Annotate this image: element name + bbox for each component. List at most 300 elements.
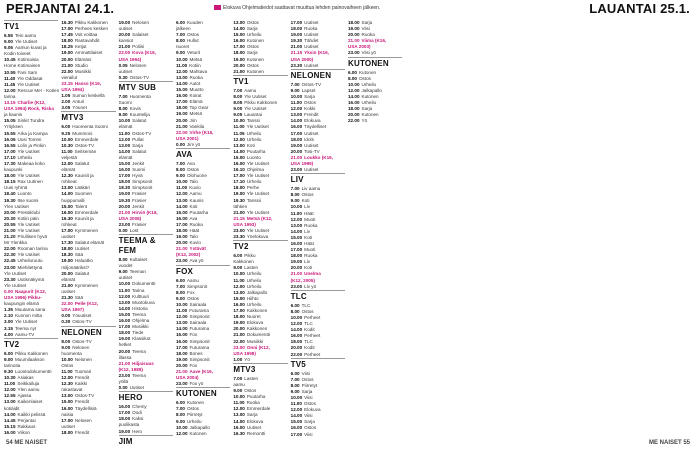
program-title: Asiakas <box>17 375 34 381</box>
program-title: Rescue Me! - Kotien <box>17 87 60 93</box>
program-time: 12.00 <box>233 283 245 289</box>
program-title: Urheilu <box>246 283 262 289</box>
program-title: Urheilu <box>17 154 33 160</box>
program-time: 9.00 <box>118 112 128 118</box>
program-title: Yle Uutiset <box>4 282 27 288</box>
program-time: 19.00 <box>290 142 303 148</box>
program-time: 14.00 <box>290 228 303 234</box>
program-time: 20.00 <box>61 270 73 276</box>
program-title: uutiset <box>61 288 75 294</box>
program-title: Makeaa koko <box>17 160 45 166</box>
program-time: 11.00 <box>176 62 188 68</box>
program-title: Kultaiset <box>129 257 148 263</box>
program-time: 17.00 <box>176 99 188 105</box>
program-time: 20.00 <box>348 32 360 38</box>
program-time: 14.00 <box>118 148 131 154</box>
program-title: Ostos-TV <box>129 74 150 80</box>
program-time: 21.00 <box>233 68 245 74</box>
program-time: 14.00 <box>176 326 188 332</box>
program-time: 8.05 <box>233 100 243 106</box>
program-title: Kodin toiveet <box>4 51 31 57</box>
program-title: Koti <box>301 198 310 204</box>
program-time: 15.00 <box>176 87 188 93</box>
program-title: Talent <box>74 203 88 209</box>
program-title: Kutonen <box>361 112 379 118</box>
program-time: 2.00 <box>61 99 71 105</box>
program-time: 10.00 <box>290 314 303 320</box>
program-title: Yle Uutiset <box>246 191 270 197</box>
program-title: Nelonen <box>72 344 90 350</box>
program-time: 7.00 <box>118 93 128 99</box>
program-title: Salatut elämät <box>74 240 105 246</box>
channel-heading: AVA <box>176 148 230 160</box>
program-title: Muutama sana <box>14 307 46 313</box>
program-title: Puutarha <box>246 148 266 154</box>
program-title: Ohjelma <box>246 167 264 173</box>
program-title: Frendit <box>74 375 90 381</box>
program-time: 6.55 <box>4 33 13 38</box>
program-time: 17.00 <box>176 221 188 227</box>
program-time: 17.00 <box>290 130 303 136</box>
program-time: 23.00 <box>176 258 188 264</box>
program-title: Elämäni <box>74 56 92 62</box>
program-time: 19.00 <box>176 111 188 117</box>
program-title: Kymmenen <box>74 228 99 233</box>
program-title: Ostos <box>246 62 259 68</box>
program-title: Kutonen <box>361 93 379 99</box>
program-title: Metsä <box>189 56 203 62</box>
program-time: 19.30 <box>233 197 245 203</box>
program-title: Uutiset <box>74 246 90 252</box>
program-title: Ava <box>186 160 195 166</box>
program-time: 9.05 <box>233 112 243 118</box>
program-listing <box>348 118 402 124</box>
program-time: 15.00 <box>176 209 188 215</box>
program-title: Kotimaisia <box>17 57 39 63</box>
program-title: Aamu <box>186 277 199 283</box>
program-title: Viisi yö <box>361 50 376 56</box>
program-time: 12.00 <box>290 321 303 327</box>
program-time: 12.00 <box>118 293 131 299</box>
program-title: USA 2008) <box>118 215 142 221</box>
channel-heading: TV5 <box>291 358 345 370</box>
program-time: 21.00 <box>176 246 188 252</box>
program-title: Musiikki <box>74 68 92 74</box>
program-title: Kauniit ja <box>74 173 94 179</box>
program-title: Charlie (K12, <box>17 100 46 106</box>
program-time: 19.30 <box>118 197 131 203</box>
program-title: Häät <box>303 210 314 216</box>
program-title: Viikon <box>17 429 30 435</box>
program-time: 20.00 <box>118 32 131 38</box>
program-title: Muumilaakson <box>14 356 45 362</box>
program-time: 18.00 <box>118 416 131 422</box>
program-title: Viisi <box>301 370 310 376</box>
program-time: 20.00 <box>290 345 303 351</box>
program-title: Urheilu <box>246 301 262 307</box>
program-title: Tiede <box>132 330 144 336</box>
program-title: Ruoka <box>246 400 260 406</box>
program-time: 7.00 <box>233 375 243 381</box>
program-title: TLC <box>301 302 311 308</box>
program-title: Uutisnäkymä <box>17 276 45 282</box>
program-time: 13.00 <box>61 393 73 399</box>
program-time: 19.00 <box>118 336 131 342</box>
program-time: 21.00 <box>176 123 188 129</box>
program-time: 19.00 <box>176 356 188 362</box>
program-title: Liv aamu <box>301 186 321 192</box>
program-title: Sarja <box>304 93 315 99</box>
program-time: 3.00 <box>4 319 13 325</box>
schedule-column <box>291 20 345 438</box>
program-time: 16.10 <box>233 167 245 173</box>
program-listing <box>176 431 230 437</box>
program-time: 21.00 <box>118 360 131 366</box>
program-title: Ostos <box>301 192 314 198</box>
program-title: USA 2003) <box>348 44 371 50</box>
program-time: 9.00 <box>290 198 300 204</box>
program-title: Pressiklubi <box>17 209 40 215</box>
legend-text: Elokuva Ohjelmatiedot saattavat muuttua lehden painovaiheen jälkeen. <box>223 5 381 11</box>
schedule-column <box>61 20 115 438</box>
program-time: 23.15 <box>61 80 73 86</box>
program-time: 15.00 <box>61 203 73 209</box>
program-time: 17.00 <box>118 324 131 330</box>
program-title: Frasier <box>132 197 147 203</box>
program-title: Unelma <box>304 271 321 277</box>
program-time: 17.45 <box>61 32 73 38</box>
program-title: Frendit <box>304 112 319 118</box>
program-time: 17.00 <box>290 20 303 25</box>
program-title: Yksin (K16, <box>304 50 329 56</box>
program-time: 13.00 <box>233 412 245 418</box>
program-title: Kutonen <box>358 69 377 75</box>
program-title: Lauantai <box>244 112 262 118</box>
program-title: Salatut <box>74 160 90 166</box>
program-title: Sinkit Tundra <box>17 118 45 124</box>
program-title: Pikku Kakkonen <box>14 350 48 356</box>
program-time: 20.00 <box>61 56 73 62</box>
program-time: 8.00 <box>176 289 185 295</box>
program-time: 12.00 <box>61 160 73 166</box>
program-listing <box>233 431 287 437</box>
program-time: 20.00 <box>4 209 16 215</box>
program-title: Ostos <box>303 401 316 407</box>
program-title: Nelonen <box>74 356 92 362</box>
program-title: Yöuutiset <box>72 313 92 319</box>
program-time: 10.00 <box>118 281 131 287</box>
program-time: 18.00 <box>61 246 73 252</box>
program-time: 20.00 <box>290 148 303 154</box>
program-time: 20.00 <box>290 265 303 271</box>
program-title: Mummoni <box>72 130 93 136</box>
program-time: 9.00 <box>176 295 185 301</box>
program-title: Teema <box>132 348 146 354</box>
program-time: 6.00 <box>290 370 300 376</box>
program-time: 18.00 <box>290 253 303 259</box>
program-title: Sumun keskellä <box>72 93 105 99</box>
program-time: 11.00 <box>61 368 73 374</box>
program-title: Ostos-TV <box>74 142 95 148</box>
channel-heading: KUTONEN <box>348 57 402 69</box>
program-time: 9.00 <box>176 50 185 56</box>
program-title: Aamu <box>244 87 257 93</box>
program-title: Ketjut <box>74 44 87 50</box>
program-time: 7.00 <box>290 81 300 87</box>
program-time: 1.05 <box>61 93 71 99</box>
program-title: Tosi-TV <box>304 148 320 154</box>
program-title: Liv <box>304 228 311 234</box>
program-time: 18.00 <box>290 339 303 345</box>
program-time: 12.00 <box>4 87 16 93</box>
program-title: Uutiset <box>304 62 319 68</box>
program-time: 8.00 <box>290 192 300 198</box>
program-title: Metsä (K12, <box>246 215 273 221</box>
program-time: 17.00 <box>118 410 131 416</box>
program-time: 11.00 <box>233 124 245 130</box>
program-title: Ylen Uutiset <box>4 203 29 209</box>
program-time: 13.00 <box>233 142 245 148</box>
program-title: Kakkonen <box>233 259 254 265</box>
program-title: Kaikki pelissä <box>17 411 46 417</box>
program-title: Yle Uutiset <box>244 106 267 112</box>
program-title: Perjantai <box>17 417 36 423</box>
program-title: Kokki <box>304 106 316 112</box>
program-title: Yle Uutiset <box>246 173 270 179</box>
program-title: Hasso (K16, <box>74 80 102 86</box>
program-title: Muotokuva <box>132 299 155 305</box>
program-title: Kuvio <box>189 185 201 191</box>
program-listing <box>4 430 58 436</box>
channel-heading: TV1 <box>233 75 287 87</box>
program-time: 7.00 <box>176 283 185 289</box>
program-time: 10.00 <box>118 118 131 124</box>
program-title: Pirullisen hyvä <box>17 234 48 240</box>
program-time: 11.00 <box>290 401 302 407</box>
program-title: Ruoka <box>304 26 318 32</box>
program-time: 15.55 <box>4 130 16 136</box>
left-page-number: 54 ME NAISET <box>6 440 48 446</box>
program-time: 11.00 <box>176 308 188 314</box>
program-title: Yle Uutiset <box>17 81 40 87</box>
program-title: kaupunki <box>4 167 23 173</box>
program-title: Musiikki <box>132 324 149 330</box>
program-time: 14.00 <box>290 327 303 333</box>
program-time: 8.00 <box>61 338 71 344</box>
program-title: Yö <box>244 356 250 362</box>
program-time: 11.00 <box>176 185 188 191</box>
program-time: 2.10 <box>4 313 13 319</box>
program-title: Elokuva <box>304 118 321 124</box>
program-time: 7.00 <box>290 186 300 192</box>
program-time: 9.30 <box>4 368 13 374</box>
program-time: 13.00 <box>233 20 245 25</box>
program-time: 17.00 <box>290 431 303 437</box>
program-title: Sää <box>74 252 84 258</box>
program-time: 13.00 <box>176 74 188 80</box>
program-title: Ostos <box>301 376 314 382</box>
program-time: 7.00 <box>176 32 185 38</box>
right-day-title: LAUANTAI 25.1. <box>589 1 690 16</box>
program-time: 23.00 <box>118 372 131 378</box>
program-time: 9.05 <box>4 45 13 51</box>
program-time: 16.00 <box>176 93 188 99</box>
program-title: Lasten <box>244 375 259 381</box>
program-time: 12.00 <box>176 191 188 197</box>
program-title: Futurama <box>189 308 209 314</box>
program-title: Naapurit (K12, <box>14 288 47 294</box>
program-title: ja kaunis <box>4 112 23 118</box>
program-title: Emmerdale <box>246 406 271 412</box>
program-title: Musiikki <box>246 338 264 344</box>
program-title: Ostos <box>358 75 371 81</box>
program-title: Itse suomi <box>17 197 39 203</box>
program-title: Koirat <box>189 93 202 99</box>
program-title: Ylen aamu <box>17 387 40 393</box>
program-time: 18.40 <box>4 191 16 197</box>
program-title: Olohuone <box>186 173 207 179</box>
program-time: 13.00 <box>176 197 188 203</box>
program-title: Sarja <box>246 412 258 418</box>
program-title: Rooman tarina <box>17 246 48 252</box>
program-time: 16.00 <box>290 333 303 339</box>
program-time: 20.55 <box>4 221 16 227</box>
program-title: Salatut <box>132 118 147 124</box>
program-title: Suomen <box>74 191 92 197</box>
program-time: 6.00 <box>61 124 71 130</box>
program-title: Ava <box>189 215 198 221</box>
program-title: Yle Uutiset <box>246 228 270 233</box>
program-title: Häät <box>189 228 200 233</box>
channel-heading: NELONEN <box>291 69 345 81</box>
program-title: Yle Uutiset <box>17 173 40 179</box>
program-time: 22.00 <box>61 68 73 74</box>
program-title: Ruoka <box>304 222 318 228</box>
program-time: 16.30 <box>233 430 245 436</box>
program-time: 10.00 <box>233 394 245 400</box>
program-title: kaupungin elämä <box>4 301 39 307</box>
program-title: Frasier <box>132 191 147 197</box>
program-time: 23.30 <box>4 276 16 282</box>
program-title: Loukko (K16, <box>304 154 333 160</box>
program-time: 16.00 <box>290 124 303 130</box>
program-title: Aamu <box>189 191 202 197</box>
program-time: 17.30 <box>61 240 73 246</box>
program-title: Studio <box>74 62 88 68</box>
program-listing <box>61 430 115 436</box>
program-time: 9.00 <box>176 173 185 179</box>
program-time: 18.00 <box>118 330 131 336</box>
program-title: Liv <box>304 259 311 265</box>
program-title: Ystävät <box>189 246 206 252</box>
program-time: 14.00 <box>233 148 245 154</box>
program-time: 21.20 <box>4 234 16 240</box>
program-time: 11.40 <box>4 75 16 81</box>
schedule-column <box>233 20 287 438</box>
program-title: Perheet <box>304 314 321 320</box>
program-title: Ruoka <box>361 32 375 38</box>
program-title: TLC <box>304 339 313 345</box>
program-title: Klassikot <box>132 336 151 342</box>
program-time: 15.00 <box>176 332 188 338</box>
program-title: Yle Uutiset <box>246 124 269 130</box>
program-title: Muutto <box>189 87 204 93</box>
program-title: Ostos-TV <box>74 393 95 399</box>
program-time: 9.00 <box>4 356 13 362</box>
program-time: 9.00 <box>176 418 185 424</box>
program-title: Talo <box>189 234 198 240</box>
program-time: 14.00 <box>233 418 245 424</box>
program-title: USA 1994) Rock, Riska <box>4 106 54 112</box>
program-title: Ostos <box>246 20 259 25</box>
program-time: 9.00 <box>233 106 243 112</box>
program-time: 13.00 <box>290 222 303 228</box>
program-title: Uutiset <box>304 20 319 25</box>
channel-heading: FOX <box>176 265 230 277</box>
program-title: Yle Uutiset <box>17 252 40 258</box>
program-title: (K12, 1988) <box>118 366 143 372</box>
program-title: Häät <box>304 241 314 246</box>
program-time: 19.00 <box>61 258 73 264</box>
program-title: Liv yö <box>304 283 317 289</box>
program-time: 0.00 <box>118 228 128 233</box>
channel-heading: MTV SUB <box>119 81 173 93</box>
program-time: 6.00 <box>348 69 357 75</box>
program-title: rohkeat <box>61 179 77 185</box>
program-time: 15.00 <box>233 295 245 301</box>
program-time: 14.00 <box>118 305 131 311</box>
program-title: uutiset <box>118 68 133 74</box>
program-time: 21.00 <box>61 282 73 288</box>
program-title: Kotiin <box>189 62 201 68</box>
program-title: Kutonen <box>189 430 207 436</box>
program-title: Kovis <box>129 106 141 112</box>
program-time: 12.00 <box>290 407 303 413</box>
program-time: 9.00 <box>118 269 128 275</box>
program-time: 18.00 <box>4 173 16 179</box>
program-time: 15.00 <box>290 234 303 240</box>
program-title: Ostos-TV <box>72 319 92 325</box>
program-time: 10.00 <box>61 136 73 142</box>
program-title: Uusi Tommi <box>17 136 42 142</box>
program-title: Perheet <box>304 351 321 357</box>
program-title: Ostos <box>186 295 199 301</box>
program-title: Fani Sam <box>17 69 38 75</box>
schedule-column <box>118 20 173 446</box>
channel-heading: TV1 <box>4 20 58 32</box>
program-time: 1.00 <box>233 356 243 362</box>
program-time: 18.00 <box>61 38 73 44</box>
program-title: Yle Uutiset <box>14 319 38 325</box>
program-time: 19.30 <box>290 38 303 44</box>
program-time: 19.00 <box>348 26 360 32</box>
program-time: 15.00 <box>233 32 245 38</box>
program-title: Koti <box>189 203 198 209</box>
program-title: Uutiset <box>304 130 319 136</box>
program-title: Uutiset <box>246 424 262 430</box>
program-title: tähtien <box>233 203 248 209</box>
program-title: uutiset <box>118 26 133 32</box>
channel-heading: TV2 <box>233 240 287 252</box>
program-title: USA 2001) <box>176 135 199 141</box>
program-title: aamu <box>233 381 245 387</box>
program-title: Kymmenen <box>74 282 99 288</box>
page-footer <box>0 440 696 450</box>
program-time: 16.00 <box>290 425 303 431</box>
program-title: hetket <box>118 342 132 348</box>
program-title: Talo <box>189 179 198 185</box>
program-time: 21.00 <box>118 209 131 215</box>
